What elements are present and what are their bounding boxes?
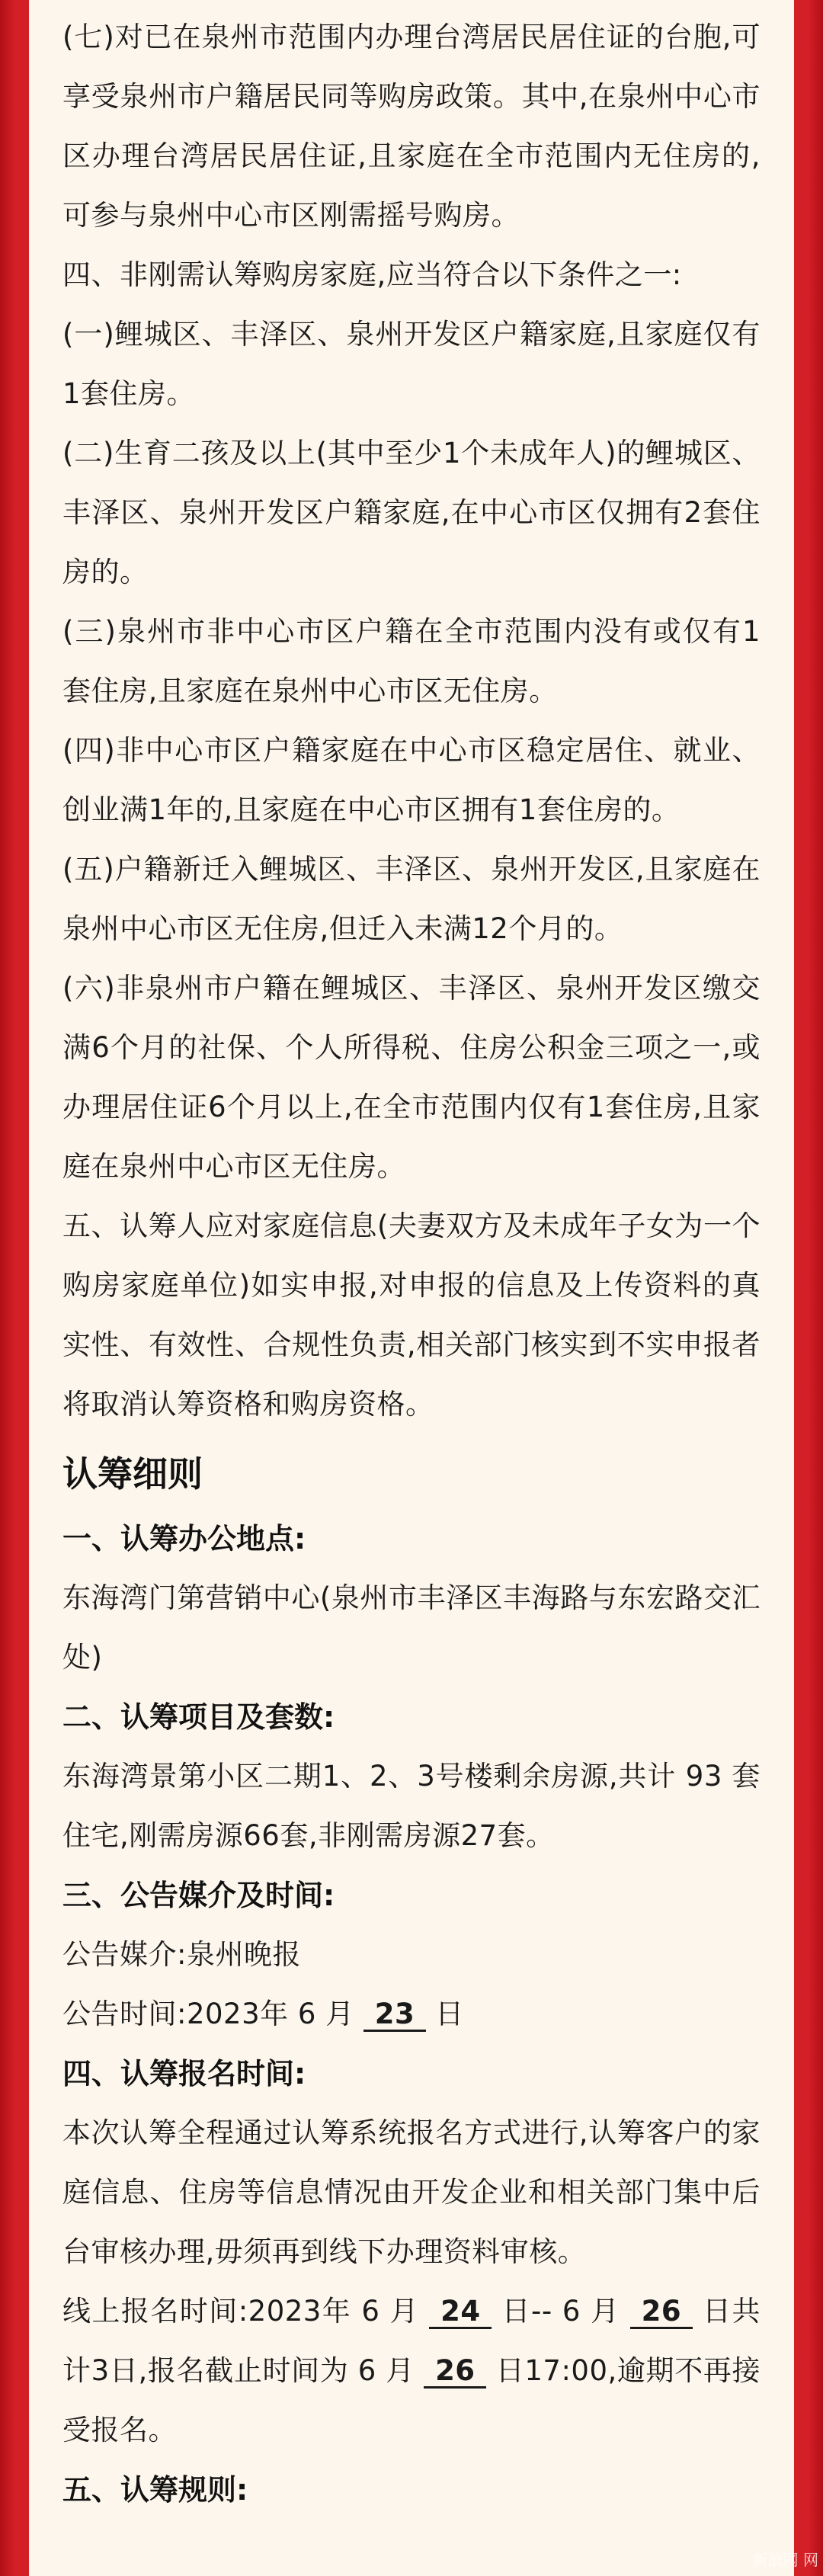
watermark-logo: 新浪网 网 (752, 2551, 818, 2569)
condition-4: (四)非中心市区户籍家庭在中心市区稳定居住、就业、创业满1年的,且家庭在中心市区拥有1套住房的。 (62, 734, 761, 826)
condition-2: (二)生育二孩及以上(其中至少1个未成年人)的鲤城区、丰泽区、泉州开发区户籍家庭,在中心市区仅拥有2套住房的。 (62, 437, 761, 588)
section-5-declaration: 五、认筹人应对家庭信息(夫妻双方及未成年子女为一个购房家庭单位)如实申报,对申报的信息及上传资料的真实性、有效性、合规性负责,相关部门核实到不实申报者将取消认筹资格和购房资格。 (62, 1210, 761, 1421)
registration-end-day: 26 (630, 2296, 693, 2329)
condition-6: (六)非泉州市户籍在鲤城区、丰泽区、泉州开发区缴交满6个月的社保、个人所得税、住房公积金三项之一,或办理居住证6个月以上,在全市范围内仅有1套住房,且家庭在泉州中心市区无住房。 (62, 972, 761, 1183)
condition-1: (一)鲤城区、丰泽区、泉州开发区户籍家庭,且家庭仅有1套住房。 (62, 318, 761, 410)
announcement-media: 公告媒介:泉州晚报 (62, 1938, 301, 1971)
registration-title: 四、认筹报名时间: (62, 2057, 306, 2091)
registration-time-b: 日-- 6 月 (492, 2295, 630, 2328)
rules-section-title: 认筹细则 (62, 1453, 203, 1495)
announcement-time-suffix: 日 (425, 1998, 464, 2030)
subscription-rules-title: 五、认筹规则: (62, 2473, 248, 2507)
registration-time-d: 日17:00,逾期不再接受报名。 (62, 2354, 761, 2446)
registration-deadline-day: 26 (424, 2356, 486, 2389)
section-4-heading: 四、非刚需认筹购房家庭,应当符合以下条件之一: (62, 258, 682, 291)
office-location-text: 东海湾门第营销中心(泉州市丰泽区丰海路与东宏路交汇处) (62, 1581, 761, 1674)
project-units-text: 东海湾景第小区二期1、2、3号楼剩余房源,共计 93 套住宅,刚需房源66套,非刚需房源27套。 (62, 1760, 761, 1852)
clause-7-taiwan-residents: (七)对已在泉州市范围内办理台湾居民居住证的台胞,可享受泉州市户籍居民同等购房政策。其中,在泉州中心市区办理台湾居民居住证,且家庭在全市范围内无住房的,可参与泉州中心市区刚需摇号购房。 (62, 21, 761, 232)
registration-online-time (62, 2282, 761, 2460)
announcement-time (62, 1985, 761, 2044)
condition-5: (五)户籍新迁入鲤城区、丰泽区、泉州开发区,且家庭在泉州中心市区无住房,但迁入未满12个月的。 (62, 853, 761, 945)
project-units-title: 二、认筹项目及套数: (62, 1700, 335, 1734)
announcement-time-prefix: 公告时间:2023年 6 月 (62, 1998, 363, 2030)
announcement-title: 三、公告媒介及时间: (62, 1879, 335, 1912)
document-body (29, 0, 794, 2576)
announcement-day: 23 (363, 1999, 426, 2032)
registration-start-day: 24 (429, 2296, 492, 2329)
registration-time-c: 日共计3日,报名截止时间为 6 月 (62, 2295, 761, 2387)
registration-text: 本次认筹全程通过认筹系统报名方式进行,认筹客户的家庭信息、住房等信息情况由开发企业和相关部门集中后台审核办理,毋须再到线下办理资料审核。 (62, 2116, 761, 2268)
office-location-title: 一、认筹办公地点: (62, 1522, 306, 1556)
condition-3: (三)泉州市非中心市区户籍在全市范围内没有或仅有1套住房,且家庭在泉州中心市区无住房。 (62, 615, 761, 707)
registration-time-a: 线上报名时间:2023年 6 月 (62, 2295, 430, 2328)
